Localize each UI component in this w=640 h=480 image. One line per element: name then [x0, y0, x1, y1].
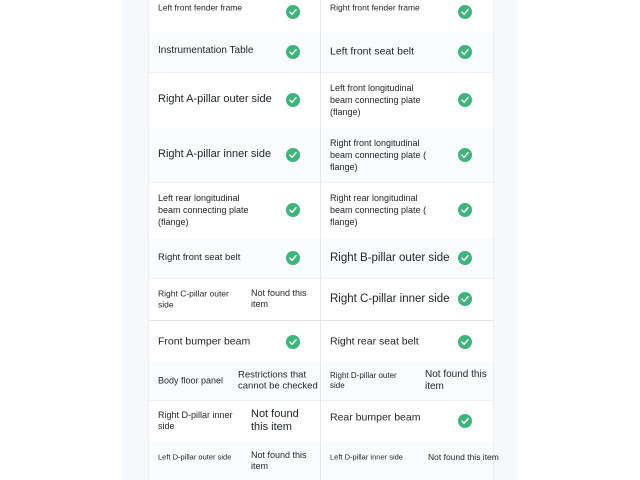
item-label: Left front fender frame: [158, 2, 243, 13]
check-circle-icon: [458, 148, 472, 162]
table-row: [149, 0, 493, 33]
item-label: Left D-pillar outer side: [158, 452, 232, 462]
inspection-item: [149, 442, 320, 480]
item-label: Right A-pillar inner side: [158, 148, 272, 161]
inspection-item: [149, 362, 320, 400]
table-row: [149, 32, 493, 73]
item-label: Instrumentation Table: [158, 44, 254, 56]
check-circle-icon: [458, 5, 472, 19]
inspection-item: [320, 182, 493, 238]
item-label: Left rear longitudinal beam connecting plate (flange): [158, 192, 249, 228]
status-text: Not found this item: [425, 369, 487, 392]
item-label: Right C-pillar outer side: [158, 288, 229, 309]
item-label: Right B-pillar outer side: [330, 251, 450, 264]
item-label: Left D-pillar inner side: [330, 452, 403, 462]
table-row: [149, 400, 493, 443]
check-circle-icon: [286, 251, 300, 265]
inspection-item: [320, 278, 493, 320]
check-circle-icon: [286, 5, 300, 19]
item-label: Front bumper beam: [158, 335, 251, 348]
inspection-item: [149, 72, 320, 128]
status-text: Not found this item: [251, 450, 307, 471]
table-row: [149, 442, 499, 480]
inspection-item: [320, 442, 499, 480]
table-row: [149, 278, 493, 321]
inspection-item: [320, 362, 493, 400]
check-circle-icon: [458, 251, 472, 265]
inspection-item: [149, 0, 320, 32]
item-label: Left front longitudinal beam connecting plate (flange): [330, 82, 421, 118]
inspection-results-grid: [148, 0, 499, 480]
inspection-item: [320, 128, 493, 182]
inspection-item: [149, 278, 320, 320]
status-text: Not found this item: [428, 452, 499, 463]
table-row: [149, 128, 493, 183]
item-label: Right front fender frame: [330, 2, 420, 13]
table-row: [149, 320, 493, 364]
item-label: Right D-pillar inner side: [158, 409, 233, 431]
inspection-item: [320, 321, 493, 363]
inspection-item: [320, 0, 493, 32]
check-circle-icon: [458, 93, 472, 107]
table-row: [149, 72, 493, 129]
check-circle-icon: [458, 414, 472, 428]
check-circle-icon: [286, 203, 300, 217]
item-label: Body floor panel: [158, 375, 224, 386]
check-circle-icon: [458, 203, 472, 217]
item-label: Right front seat belt: [158, 252, 241, 264]
item-label: Right D-pillar outer side: [330, 371, 397, 390]
check-circle-icon: [286, 93, 300, 107]
inspection-item: [320, 72, 493, 128]
item-label: Rear bumper beam: [330, 411, 421, 424]
check-circle-icon: [458, 335, 472, 349]
item-label: Right C-pillar inner side: [330, 292, 450, 305]
inspection-item: [320, 32, 493, 72]
item-label: Right front longitudinal beam connecting plate ( flange): [330, 137, 427, 173]
table-row: [149, 182, 493, 239]
check-circle-icon: [458, 45, 472, 59]
inspection-item: [149, 400, 320, 442]
table-row: [149, 362, 493, 401]
item-label: Left front seat belt: [330, 45, 415, 58]
inspection-item: [149, 182, 320, 238]
status-text: Not found this item: [251, 288, 307, 309]
item-label: Right rear longitudinal beam connecting plate ( flange): [330, 192, 427, 228]
check-circle-icon: [458, 292, 472, 306]
inspection-item: [320, 400, 493, 442]
inspection-item: [320, 238, 493, 278]
item-label: Right A-pillar outer side: [158, 93, 272, 106]
inspection-item: [149, 32, 320, 72]
check-circle-icon: [286, 45, 300, 59]
inspection-item: [149, 238, 320, 278]
check-circle-icon: [286, 335, 300, 349]
status-text: Not found this item: [251, 407, 299, 433]
check-circle-icon: [286, 148, 300, 162]
item-label: Right rear seat belt: [330, 335, 419, 348]
inspection-item: [149, 321, 320, 363]
status-text: Restrictions that cannot be checked: [238, 369, 318, 392]
inspection-item: [149, 128, 320, 182]
table-row: [149, 238, 493, 279]
